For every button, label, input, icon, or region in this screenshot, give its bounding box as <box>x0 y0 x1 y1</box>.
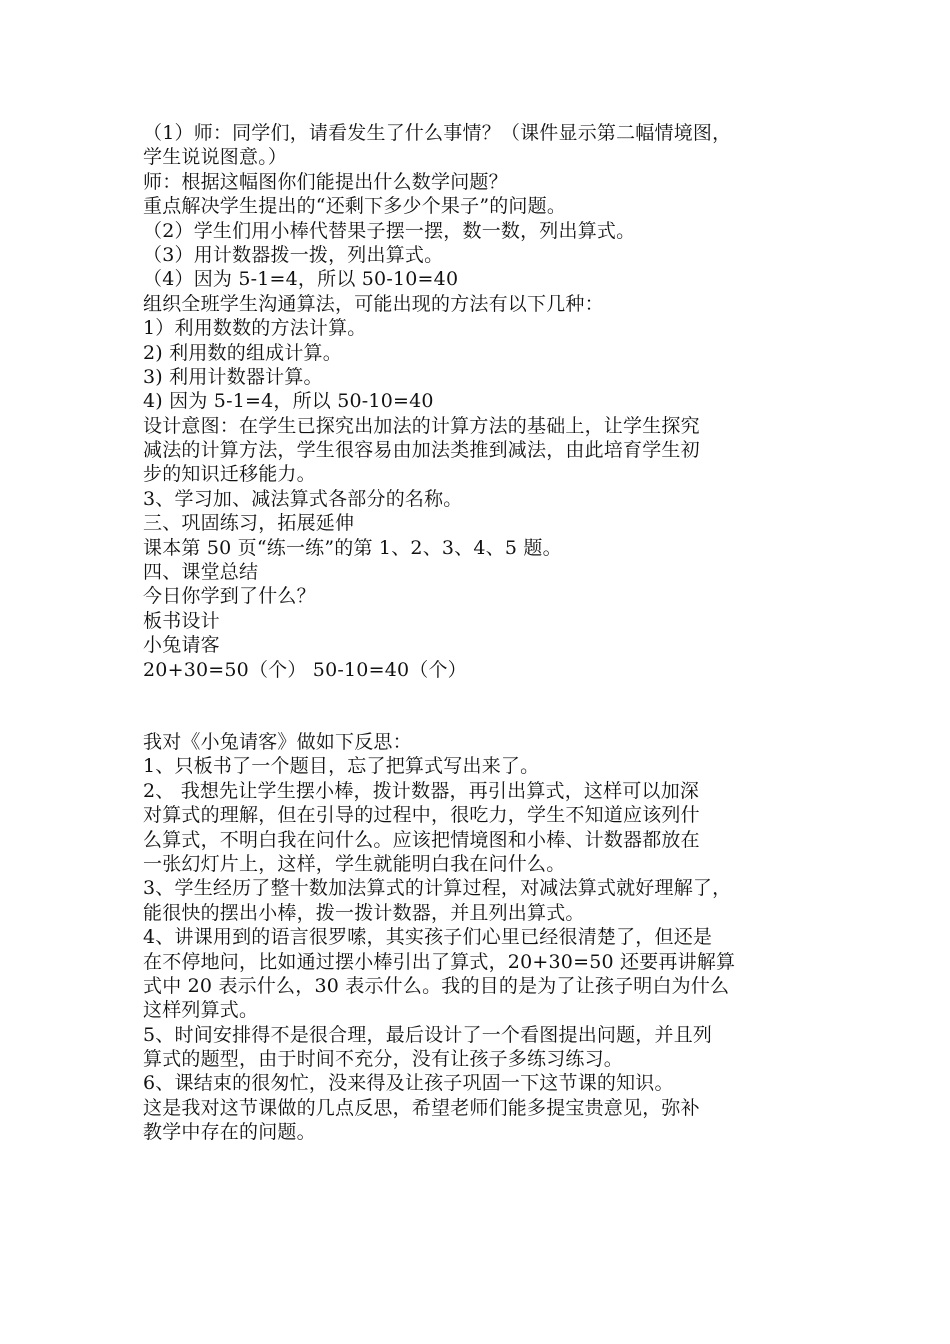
paragraph-gap <box>143 682 823 730</box>
text-line: 一张幻灯片上，这样，学生就能明白我在问什么。 <box>143 852 566 875</box>
text-line: 师：根据这幅图你们能提出什么数学问题？ <box>143 170 508 193</box>
text-line: 重点解决学生提出的“还剩下多少个果子”的问题。 <box>143 195 567 218</box>
text-line: 教学中存在的问题。 <box>143 1121 316 1144</box>
text-line: 2、 我想先让学生摆小棒，拨计数器，再引出算式，这样可以加深 <box>143 779 700 802</box>
text-line: 课本第 50 页“练一练”的第 1、2、3、4、5 题。 <box>143 536 562 559</box>
text-line: 3、学生经历了整十数加法算式的计算过程，对减法算式就好理解了， <box>143 877 732 900</box>
text-line: 式中 20 表示什么，30 表示什么。我的目的是为了让孩子明白为什么 <box>143 974 730 997</box>
text-line: 5、时间安排得不是很合理，最后设计了一个看图提出问题，并且列 <box>143 1023 713 1046</box>
text-line: 算式的题型，由于时间不充分，没有让孩子多练习练习。 <box>143 1048 624 1071</box>
text-line: 能很快的摆出小棒，拨一拨计数器，并且列出算式。 <box>143 901 585 924</box>
board-design-formulas: 20+30=50（个） 50-10=40（个） <box>143 658 467 681</box>
text-line: 对算式的理解，但在引导的过程中，很吃力，学生不知道应该列什 <box>143 804 700 827</box>
text-line: 4、讲课用到的语言很罗嗦，其实孩子们心里已经很清楚了，但还是 <box>143 926 713 949</box>
text-line: 这样列算式。 <box>143 999 259 1022</box>
text-line: （3）用计数器拨一拨，列出算式。 <box>143 243 444 266</box>
section-heading: 四、课堂总结 <box>143 561 259 584</box>
section-heading: 三、巩固练习，拓展延伸 <box>143 512 355 535</box>
text-line: 1）利用数数的方法计算。 <box>143 317 367 340</box>
board-design-heading: 板书设计 <box>143 609 220 632</box>
text-line: 1、只板书了一个题目，忘了把算式写出来了。 <box>143 755 540 778</box>
text-line: （4）因为 5-1=4，所以 50-10=40 <box>143 268 459 291</box>
text-line: 设计意图：在学生已探究出加法的计算方法的基础上，让学生探究 <box>143 414 700 437</box>
text-line: 2) 利用数的组成计算。 <box>143 341 342 364</box>
reflection-heading: 我对《小兔请客》做如下反思： <box>143 730 412 753</box>
text-line: 6、课结束的很匆忙，没来得及让孩子巩固一下这节课的知识。 <box>143 1072 674 1095</box>
text-line: 减法的计算方法，学生很容易由加法类推到减法，由此培育学生初 <box>143 439 700 462</box>
text-line: 这是我对这节课做的几点反思，希望老师们能多提宝贵意见，弥补 <box>143 1096 700 1119</box>
text-line: 组织全班学生沟通算法，可能出现的方法有以下几种： <box>143 292 604 315</box>
text-line: 3) 利用计数器计算。 <box>143 365 323 388</box>
text-line: （2）学生们用小棒代替果子摆一摆，数一数，列出算式。 <box>143 219 636 242</box>
text-line: 么算式，不明白我在问什么。应该把情境图和小棒、计数器都放在 <box>143 828 700 851</box>
text-line: 步的知识迁移能力。 <box>143 463 316 486</box>
reflection-section <box>143 730 823 1145</box>
board-design-title: 小兔请客 <box>143 634 220 657</box>
document-body <box>143 121 823 1145</box>
text-line: 4) 因为 5-1=4，所以 50-10=40 <box>143 390 434 413</box>
text-line: 学生说说图意。） <box>143 146 288 169</box>
text-line: 在不停地问，比如通过摆小棒引出了算式，20+30=50 还要再讲解算 <box>143 950 736 973</box>
text-line: 今日你学到了什么？ <box>143 585 316 608</box>
lesson-procedure-section <box>143 121 823 682</box>
text-line: 3、学习加、减法算式各部分的名称。 <box>143 487 463 510</box>
text-line: （1）师：同学们，请看发生了什么事情？（课件显示第二幅情境图， <box>143 122 732 144</box>
